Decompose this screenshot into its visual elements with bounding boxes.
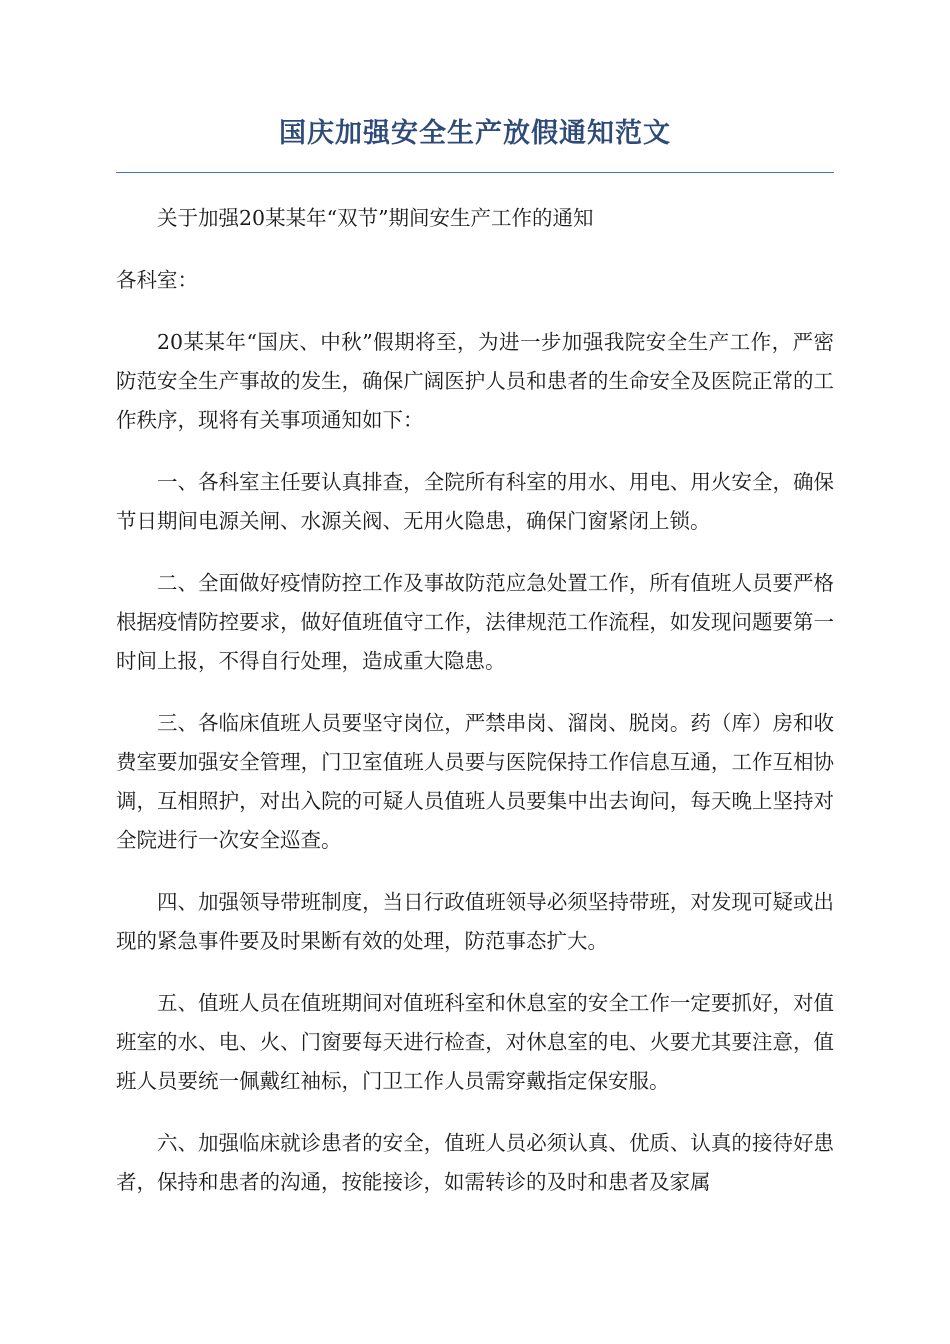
notice-subject: 关于加强20某某年“双节”期间安生产工作的通知	[157, 206, 594, 231]
paragraph-item-1: 一、各科室主任要认真排查，全院所有科室的用水、用电、用火安全，确保节日期间电源关闸、水源关阀、无用火隐患，确保门窗紧闭上锁。	[116, 470, 834, 534]
document-title: 国庆加强安全生产放假通知范文	[279, 118, 671, 149]
title-underline	[116, 172, 834, 173]
document-page	[116, 0, 834, 1202]
paragraph-item-3: 三、各临床值班人员要坚守岗位，严禁串岗、溜岗、脱岗。药（库）房和收费室要加强安全管理，门卫室值班人员要与医院保持工作信息互通，工作互相协调，互相照护，对出入院的可疑人员值班人员要集中出去询问，每天晚上坚持对全院进行一次安全巡查。	[116, 711, 834, 853]
paragraph-item-4: 四、加强领导带班制度，当日行政值班领导必须坚持带班，对发现可疑或出现的紧急事件要及时果断有效的处理，防范事态扩大。	[116, 890, 834, 954]
paragraph-item-6: 六、加强临床就诊患者的安全，值班人员必须认真、优质、认真的接待好患者，保持和患者的沟通，按能接诊，如需转诊的及时和患者及家属	[116, 1131, 834, 1195]
paragraph-item-2: 二、全面做好疫情防控工作及事故防范应急处置工作，所有值班人员要严格根据疫情防控要求，做好值班值守工作，法律规范工作流程，如发现问题要第一时间上报，不得自行处理，造成重大隐患。	[116, 571, 834, 674]
paragraph-intro: 20某某年“国庆、中秋”假期将至，为进一步加强我院安全生产工作，严密防范安全生产事故的发生，确保广阔医护人员和患者的生命安全及医院正常的工作秩序，现将有关事项通知如下：	[116, 330, 834, 433]
salutation: 各科室：	[116, 268, 198, 293]
paragraph-item-5: 五、值班人员在值班期间对值班科室和休息室的安全工作一定要抓好，对值班室的水、电、火、门窗要每天进行检查，对休息室的电、火要尤其要注意，值班人员要统一佩戴红袖标，门卫工作人员需穿戴指定保安服。	[116, 991, 834, 1094]
